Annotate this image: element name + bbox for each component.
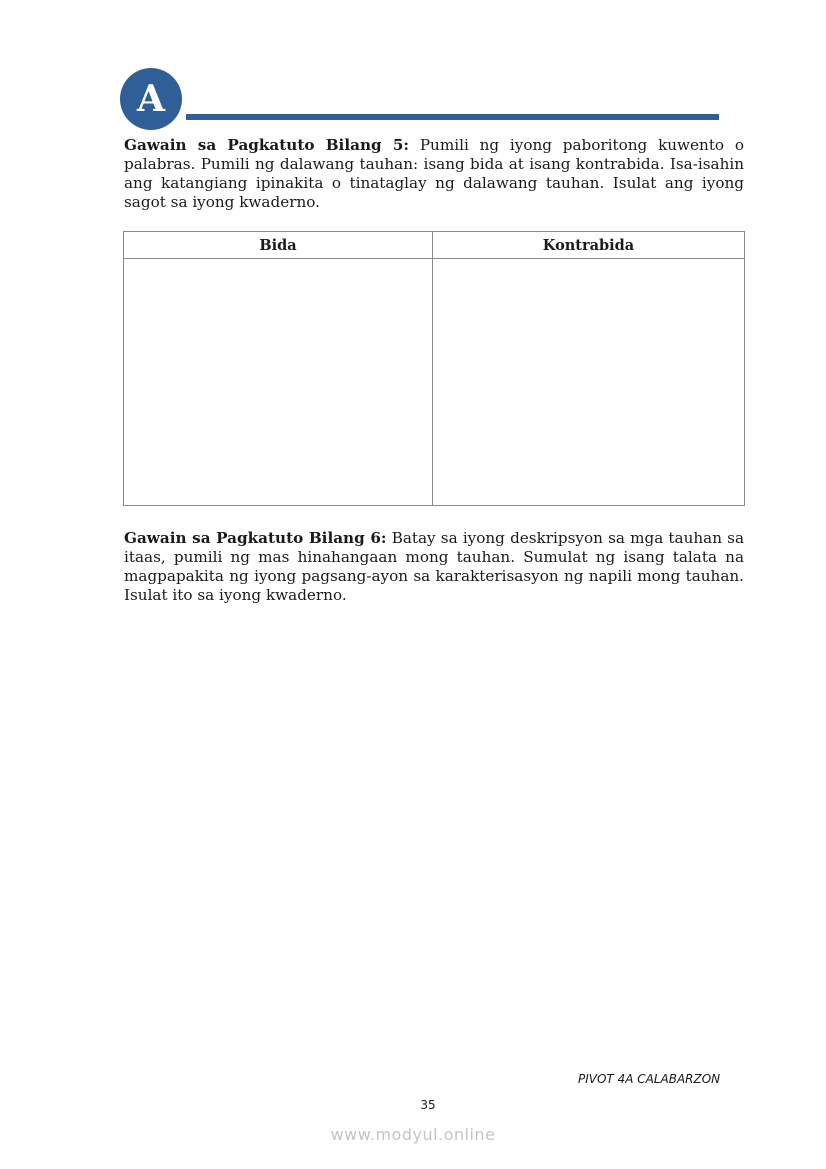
watermark: www.modyul.online	[330, 1125, 496, 1144]
activity-5-title: Gawain sa Pagkatuto Bilang 5:	[124, 136, 410, 154]
column-header-kontrabida: Kontrabida	[433, 232, 745, 259]
table-row	[124, 259, 745, 506]
activity-6-instructions	[124, 529, 744, 605]
bida-answer-cell	[124, 259, 433, 506]
footer-brand: PIVOT 4A CALABARZON	[578, 1072, 721, 1086]
activity-6-text: Batay sa iyong deskripsyon sa mga tauhan sa itaas, pumili ng mas hinahangaan mong tauhan. Sumulat ng isang talata na magpapakita ng iyong pagsang-ayon sa karakterisasyon ng napili mong tauhan. Isulat ito sa iyong kwaderno.	[124, 529, 744, 604]
activity-5-text: Pumili ng iyong paboritong kuwento o palabras. Pumili ng dalawang tauhan: isang bida at isang kontrabida. Isa-isahin ang katangiang ipinakita o tinataglay ng dalawang tauhan. Isulat ang iyong sagot sa iyong kwaderno.	[124, 136, 745, 211]
page-number: 35	[420, 1098, 436, 1112]
activity-5-instructions	[124, 136, 744, 212]
activity-6-title: Gawain sa Pagkatuto Bilang 6:	[124, 529, 387, 547]
table-header-row	[124, 232, 745, 259]
section-badge	[120, 68, 182, 130]
section-divider	[186, 114, 719, 120]
kontrabida-answer-cell	[433, 259, 745, 506]
section-badge-letter: A	[137, 78, 165, 120]
character-table	[123, 231, 745, 506]
column-header-bida: Bida	[124, 232, 433, 259]
